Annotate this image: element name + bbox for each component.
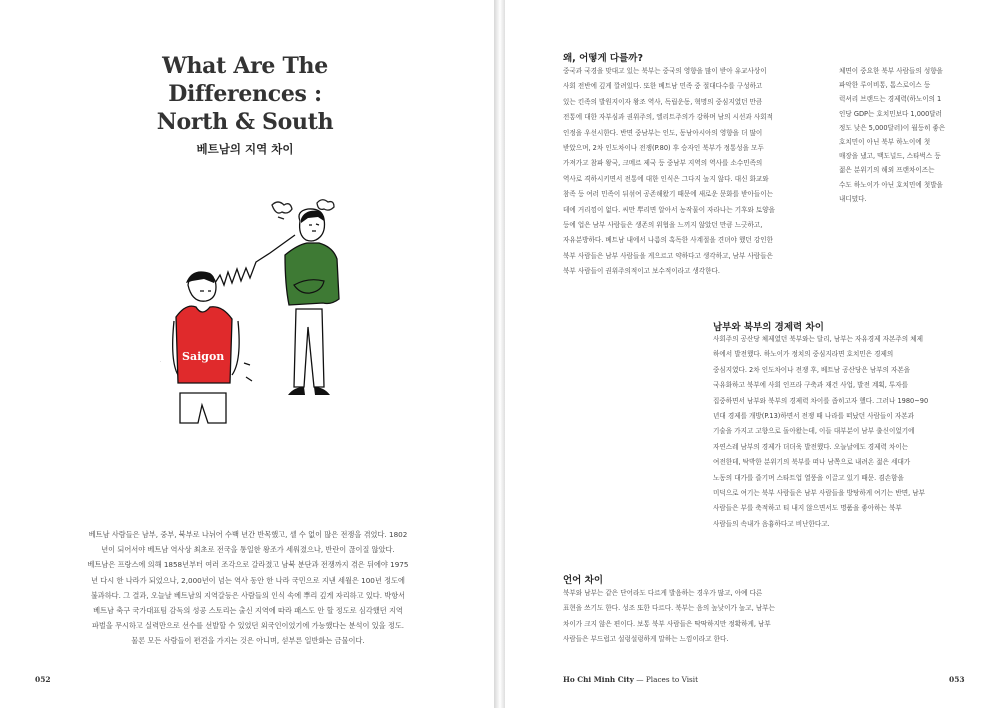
text-line: 집중하면서 남부와 북부의 경제력 차이를 좁히고자 했다. 그러나 1980~90 [713,396,929,405]
title-line-1: What Are The Differences : [162,53,328,107]
text-line: 있는 킨족의 발원지이자 왕조 역사, 독립운동, 혁명의 중심지였던 만큼 [563,97,763,106]
section-heading-language: 언어 차이 [563,575,604,586]
body-line: 베트남 사람들은 남부, 중부, 북부로 나뉘어 수백 년간 반목했고, 셀 수 없이 많은 전쟁을 겪었다. 1802 [88,530,408,539]
left-page [0,0,495,708]
body-line: 년이 되어서야 베트남 역사상 최초로 전국을 통일한 왕조가 세워졌으나, 반란이 끊이질 않았다. [101,545,395,555]
text-line: 표현을 쓰기도 한다. 성조 또한 다르다. 북부는 음의 높낮이가 높고, 남부는 [563,604,775,613]
section-body-language [563,586,833,648]
running-footer [563,675,698,684]
page-number-right: 053 [949,675,965,684]
text-line: 내디뎠다. [839,194,867,203]
text-line: 파악한 루이비통, 톰스로이스 등 [839,81,931,90]
section-heading-economy: 남부와 북부의 경제력 차이 [713,322,824,333]
text-line: 사람들의 속내가 음흉하다고 비난한다고. [713,519,830,528]
text-line: 사회 전반에 깊게 깔려있다. 또한 베트남 민족 중 절대다수를 구성하고 [563,82,763,91]
page-subtitle: 베트남의 지역 차이 [196,142,294,156]
text-line: 호치민이 아닌 북부 하노이에 첫 [839,138,931,147]
text-line: 여전한데, 탁박한 분위기의 북부를 떠나 남쪽으로 내려온 젊은 세대가 [713,458,911,467]
text-line: 북부 사람들은 남부 사람들을 게으르고 약하다고 생각하고, 남부 사람들은 [563,251,773,260]
text-line: 중국과 국경을 맞대고 있는 북부는 중국의 영향을 많이 받아 유교사상이 [563,67,767,75]
text-line: 북부 사람들이 권위주의적이고 보수적이라고 생각한다. [563,267,720,276]
title-line-2: North & South [156,109,334,135]
text-line: 하에서 발전했다. 하노이가 정치의 중심지라면 호치민은 경제의 [713,350,894,359]
body-line: 물론 모든 사람들이 편견을 가지는 것은 아니며, 섣부른 일반화는 금물이다. [131,636,365,646]
text-line: 체면이 중요한 북부 사람들의 성향을 [839,67,943,75]
sidebar-note [839,64,964,206]
text-line: 럭셔리 브랜드는 경제력(하노이의 1 [839,95,942,104]
text-line: 차이가 크지 않은 편이다. 보통 북부 사람들은 딱딱하지만 정확하게, 남부 [563,619,771,628]
text-line: 인정을 우선시한다. 반면 중남부는 인도, 동남아시아의 영향을 더 많이 [563,128,763,137]
intro-body-text [84,527,412,649]
text-line: 매장을 냈고, 맥도널드, 스타벅스 등 [839,152,941,161]
text-line: 자유분방하다. 베트남 내에서 나름의 혹독한 사계절을 견뎌야 했던 강인한 [563,236,773,245]
page-number-left: 052 [35,675,51,684]
text-line: 전통에 대한 자부심과 권위주의, 엘리트주의가 강하며 남의 시선과 사회적 [563,113,773,122]
text-line: 중심지였다. 2차 인도차이나 전쟁 후, 베트남 공산당은 남부의 자본을 [713,365,911,374]
body-line: 불과하다. 그 결과, 오늘날 베트남의 지역갈등은 사람들의 인식 속에 뿌리 깊게 자리하고 있다. 박항서 [90,590,406,600]
page-title [100,52,390,157]
body-line: 베트남 축구 국가대표팀 감독의 성공 스토리는 출신 지역에 따라 패스도 안 할 정도로 심각했던 지역 [93,606,403,616]
southern-man-figure [160,271,252,423]
text-line: 년대 경제를 개방(P.13)하면서 전쟁 때 나라를 떠났던 사람들이 자본과 [713,412,914,421]
text-line: 미덕으로 여기는 북부 사람들은 남부 사람들을 방탕하게 여기는 반면, 남부 [713,489,926,498]
body-line: 년 다시 한 나라가 되었으나, 2,000년이 넘는 역사 동안 한 나라 국민으로 지낸 세월은 100년 정도에 [91,575,405,585]
text-line: 젊은 분위기의 해외 프랜차이즈는 [839,166,935,175]
shirt-label: Saigon [182,350,225,363]
text-line: 역사로 격하시키면서 전통에 대한 인식은 그다지 높지 않다. 대신 화교와 [563,174,769,183]
runner-city: Ho Chi Minh City [563,675,634,684]
text-line: 국유화하고 북부에 사회 인프라 구축과 재건 사업, 발전 계획, 투자를 [713,381,909,390]
section-body-economy [713,332,983,532]
text-line: 자연스레 남부의 경제가 더더욱 발전했다. 오늘날에도 경제력 차이는 [713,442,909,451]
runner-section: — Places to Visit [636,675,699,684]
text-line: 데에 거리낌이 없다. 씨만 뿌리면 알아서 농작물이 자라나는 기후와 토양을 [563,205,776,214]
body-line: 파벌을 무시하고 실력만으로 선수를 선발할 수 있었던 외국인이었기에 가능했다는 분석이 있을 정도. [91,621,405,631]
section-heading-why: 왜, 어떻게 다를까? [563,53,643,64]
text-line: 등에 업은 남부 사람들은 생존의 위협을 느끼지 않았던 만큼 느긋하고, [563,221,763,230]
text-line: 사람들은 부를 축적하고 티 내지 않으면서도 명품을 좋아하는 북부 [713,504,902,513]
right-page [505,0,1000,708]
text-line: 참족 등 여러 민족이 뒤섞여 공존해왔기 때문에 새로운 문화를 받아들이는 [563,190,773,199]
text-line: 정도 낮은 5,000달러)이 월등히 좋은 [839,123,946,132]
text-line: 북부와 남부는 같은 단어라도 다르게 발음하는 경우가 많고, 아예 다른 [563,589,763,597]
text-line: 받았으며, 2차 인도차이나 전쟁(P.80) 후 승자인 북부가 정통성을 모두 [563,144,764,153]
north-south-illustration [160,195,360,425]
text-line: 노동의 대가를 즐기며 스타트업 열풍을 이끌고 있기 때문. 겸손함을 [713,473,904,482]
text-line: 사회주의 공산당 체제였던 북부와는 달리, 남부는 자유경제 자본주의 체제 [713,335,923,343]
text-line: 수도 하노이가 아닌 호치민에 첫발을 [839,180,943,189]
text-line: 사람들은 부드럽고 설렁설렁하게 말하는 느낌이라고 한다. [563,635,729,644]
text-line: 인당 GDP는 호치민보다 1,000달러 [839,109,943,118]
section-body-why [563,64,833,280]
text-line: 기술을 가지고 고향으로 돌아왔는데, 이들 대부분이 남부 출신이었기에 [713,427,915,436]
text-line: 가져가고 참파 왕국, 크메르 제국 등 중남부 지역의 역사를 소수민족의 [563,159,763,168]
body-line: 베트남은 프랑스에 의해 1858년부터 여러 조각으로 갈라졌고 남북 분단과 전쟁까지 겪은 뒤에야 1975 [87,560,409,570]
